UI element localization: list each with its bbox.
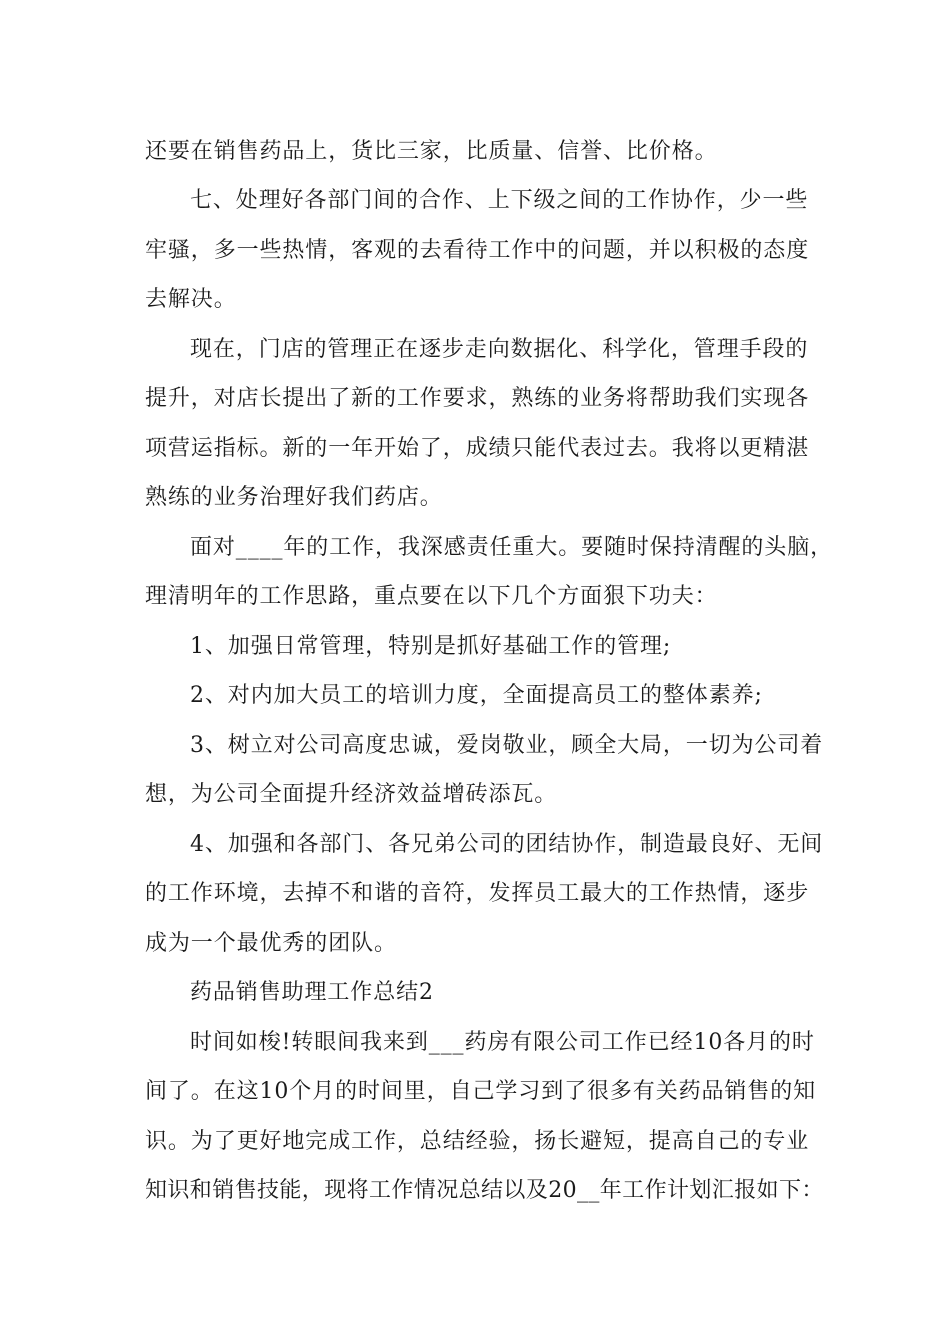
text-line: 面对____年的工作，我深感责任重大。要随时保持清醒的头脑， [190,535,834,560]
text-line: 识。为了更好地完成工作，总结经验，扬长避短，提高自己的专业 [145,1129,810,1154]
text-line: 七、处理好各部门间的合作、上下级之间的工作协作，少一些 [190,188,809,213]
text-line: 理清明年的工作思路，重点要在以下几个方面狠下功夫： [145,584,718,609]
text-line: 去解决。 [145,287,237,312]
section-heading: 药品销售助理工作总结2 [190,980,434,1005]
text-line: 3、树立对公司高度忠诚，爱岗敬业，顾全大局，一切为公司着 [190,733,824,758]
text-line: 间了。在这10个月的时间里，自己学习到了很多有关药品销售的知 [145,1079,816,1104]
text-line: 熟练的业务治理好我们药店。 [145,485,443,510]
text-line: 1、加强日常管理，特别是抓好基础工作的管理; [190,634,672,659]
text-line: 想，为公司全面提升经济效益增砖添瓦。 [145,782,558,807]
text-line: 时间如梭!转眼间我来到___药房有限公司工作已经10各月的时 [190,1030,815,1055]
text-line: 4、加强和各部门、各兄弟公司的团结协作，制造最良好、无间 [190,832,824,857]
text-line: 2、对内加大员工的培训力度，全面提高员工的整体素养; [190,683,763,708]
text-line: 成为一个最优秀的团队。 [145,931,397,956]
text-line: 还要在销售药品上，货比三家，比质量、信誉、比价格。 [145,139,718,164]
text-line: 提升，对店长提出了新的工作要求，熟练的业务将帮助我们实现各 [145,386,810,411]
text-line: 的工作环境，去掉不和谐的音符，发挥员工最大的工作热情，逐步 [145,881,810,906]
text-line: 现在，门店的管理正在逐步走向数据化、科学化，管理手段的 [190,337,809,362]
text-line: 知识和销售技能，现将工作情况总结以及20__年工作计划汇报如下： [145,1178,824,1203]
text-line: 牢骚，多一些热情，客观的去看待工作中的问题，并以积极的态度 [145,238,810,263]
text-line: 项营运指标。新的一年开始了，成绩只能代表过去。我将以更精湛 [145,436,810,461]
